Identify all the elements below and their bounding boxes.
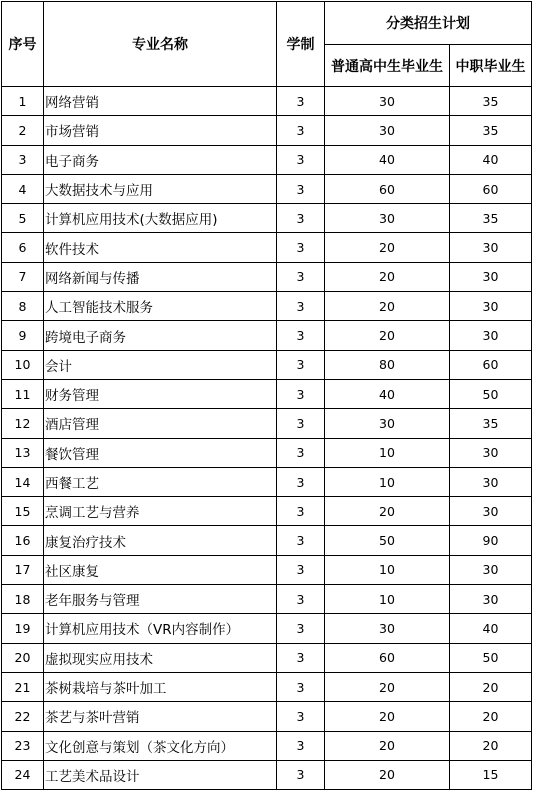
row-index: 5: [2, 204, 44, 233]
table-row: [2, 672, 532, 701]
row-major-name: 软件技术: [44, 233, 277, 262]
row-high-school-quota: 20: [325, 731, 450, 760]
table-body: [2, 87, 532, 790]
row-duration: 3: [277, 409, 325, 438]
table-row: [2, 614, 532, 643]
row-major-name: 人工智能技术服务: [44, 292, 277, 321]
row-duration: 3: [277, 731, 325, 760]
row-index: 14: [2, 467, 44, 496]
row-index: 18: [2, 585, 44, 614]
row-duration: 3: [277, 174, 325, 203]
row-high-school-quota: 60: [325, 643, 450, 672]
header-plan-group: 分类招生计划: [325, 2, 532, 45]
row-high-school-quota: 20: [325, 262, 450, 291]
table-row: [2, 702, 532, 731]
table-row: [2, 438, 532, 467]
row-duration: 3: [277, 262, 325, 291]
row-duration: 3: [277, 116, 325, 145]
row-major-name: 餐饮管理: [44, 438, 277, 467]
row-high-school-quota: 20: [325, 292, 450, 321]
row-high-school-quota: 20: [325, 497, 450, 526]
row-index: 19: [2, 614, 44, 643]
table-row: [2, 350, 532, 379]
row-high-school-quota: 80: [325, 350, 450, 379]
row-high-school-quota: 20: [325, 233, 450, 262]
header-major: 专业名称: [44, 2, 277, 87]
row-index: 17: [2, 555, 44, 584]
row-duration: 3: [277, 614, 325, 643]
table-row: [2, 116, 532, 145]
row-vocational-quota: 90: [450, 526, 532, 555]
table-row: [2, 145, 532, 174]
row-vocational-quota: 30: [450, 585, 532, 614]
row-duration: 3: [277, 204, 325, 233]
row-duration: 3: [277, 292, 325, 321]
row-vocational-quota: 20: [450, 702, 532, 731]
row-high-school-quota: 30: [325, 87, 450, 116]
row-index: 10: [2, 350, 44, 379]
row-vocational-quota: 40: [450, 145, 532, 174]
row-index: 11: [2, 379, 44, 408]
row-vocational-quota: 20: [450, 731, 532, 760]
row-index: 20: [2, 643, 44, 672]
row-index: 1: [2, 87, 44, 116]
row-major-name: 跨境电子商务: [44, 321, 277, 350]
row-vocational-quota: 20: [450, 672, 532, 701]
row-high-school-quota: 20: [325, 321, 450, 350]
table-row: [2, 526, 532, 555]
row-duration: 3: [277, 672, 325, 701]
row-duration: 3: [277, 145, 325, 174]
row-vocational-quota: 40: [450, 614, 532, 643]
row-major-name: 财务管理: [44, 379, 277, 408]
row-major-name: 计算机应用技术(大数据应用): [44, 204, 277, 233]
row-index: 23: [2, 731, 44, 760]
table-row: [2, 204, 532, 233]
table-row: [2, 87, 532, 116]
row-duration: 3: [277, 585, 325, 614]
row-vocational-quota: 30: [450, 467, 532, 496]
table-row: [2, 643, 532, 672]
row-high-school-quota: 10: [325, 438, 450, 467]
row-index: 12: [2, 409, 44, 438]
row-duration: 3: [277, 555, 325, 584]
table-row: [2, 760, 532, 789]
row-major-name: 烹调工艺与营养: [44, 497, 277, 526]
header-index: 序号: [2, 2, 44, 87]
row-index: 24: [2, 760, 44, 789]
table-row: [2, 731, 532, 760]
row-major-name: 会计: [44, 350, 277, 379]
row-major-name: 茶树栽培与茶叶加工: [44, 672, 277, 701]
row-duration: 3: [277, 497, 325, 526]
row-index: 8: [2, 292, 44, 321]
row-duration: 3: [277, 438, 325, 467]
row-high-school-quota: 30: [325, 409, 450, 438]
table-row: [2, 174, 532, 203]
row-major-name: 电子商务: [44, 145, 277, 174]
row-vocational-quota: 30: [450, 262, 532, 291]
row-high-school-quota: 60: [325, 174, 450, 203]
row-major-name: 老年服务与管理: [44, 585, 277, 614]
header-duration: 学制: [277, 2, 325, 87]
table-row: [2, 262, 532, 291]
row-high-school-quota: 40: [325, 379, 450, 408]
row-high-school-quota: 10: [325, 467, 450, 496]
row-index: 15: [2, 497, 44, 526]
row-index: 2: [2, 116, 44, 145]
row-high-school-quota: 30: [325, 614, 450, 643]
row-vocational-quota: 30: [450, 321, 532, 350]
row-major-name: 酒店管理: [44, 409, 277, 438]
row-high-school-quota: 30: [325, 204, 450, 233]
row-high-school-quota: 10: [325, 555, 450, 584]
table-row: [2, 497, 532, 526]
row-major-name: 市场营销: [44, 116, 277, 145]
row-vocational-quota: 50: [450, 379, 532, 408]
table-row: [2, 585, 532, 614]
row-major-name: 茶艺与茶叶营销: [44, 702, 277, 731]
row-index: 22: [2, 702, 44, 731]
row-index: 4: [2, 174, 44, 203]
row-vocational-quota: 30: [450, 292, 532, 321]
row-duration: 3: [277, 526, 325, 555]
row-duration: 3: [277, 760, 325, 789]
row-vocational-quota: 35: [450, 87, 532, 116]
row-duration: 3: [277, 643, 325, 672]
row-high-school-quota: 40: [325, 145, 450, 174]
table-header: [2, 2, 532, 87]
row-major-name: 康复治疗技术: [44, 526, 277, 555]
row-major-name: 计算机应用技术（VR内容制作）: [44, 614, 277, 643]
row-vocational-quota: 30: [450, 497, 532, 526]
row-high-school-quota: 20: [325, 702, 450, 731]
row-major-name: 虚拟现实应用技术: [44, 643, 277, 672]
row-major-name: 网络营销: [44, 87, 277, 116]
row-vocational-quota: 60: [450, 350, 532, 379]
enrollment-plan-table: [1, 1, 532, 790]
row-index: 13: [2, 438, 44, 467]
row-major-name: 西餐工艺: [44, 467, 277, 496]
row-major-name: 社区康复: [44, 555, 277, 584]
header-vocational: 中职毕业生: [450, 45, 532, 87]
row-vocational-quota: 30: [450, 555, 532, 584]
row-major-name: 大数据技术与应用: [44, 174, 277, 203]
row-major-name: 工艺美术品设计: [44, 760, 277, 789]
row-vocational-quota: 30: [450, 233, 532, 262]
row-vocational-quota: 60: [450, 174, 532, 203]
row-duration: 3: [277, 467, 325, 496]
row-index: 3: [2, 145, 44, 174]
row-vocational-quota: 15: [450, 760, 532, 789]
table-row: [2, 292, 532, 321]
row-index: 21: [2, 672, 44, 701]
table-row: [2, 467, 532, 496]
row-high-school-quota: 10: [325, 585, 450, 614]
table-row: [2, 379, 532, 408]
row-index: 6: [2, 233, 44, 262]
row-vocational-quota: 30: [450, 438, 532, 467]
row-major-name: 文化创意与策划（茶文化方向）: [44, 731, 277, 760]
row-duration: 3: [277, 87, 325, 116]
row-index: 7: [2, 262, 44, 291]
row-vocational-quota: 35: [450, 116, 532, 145]
row-index: 16: [2, 526, 44, 555]
row-high-school-quota: 50: [325, 526, 450, 555]
row-high-school-quota: 20: [325, 672, 450, 701]
table-row: [2, 233, 532, 262]
table-row: [2, 409, 532, 438]
header-high-school: 普通高中生毕业生: [325, 45, 450, 87]
row-high-school-quota: 20: [325, 760, 450, 789]
table-row: [2, 321, 532, 350]
row-duration: 3: [277, 379, 325, 408]
row-vocational-quota: 35: [450, 204, 532, 233]
row-duration: 3: [277, 702, 325, 731]
row-duration: 3: [277, 233, 325, 262]
row-vocational-quota: 50: [450, 643, 532, 672]
row-duration: 3: [277, 350, 325, 379]
row-vocational-quota: 35: [450, 409, 532, 438]
table-row: [2, 555, 532, 584]
row-high-school-quota: 30: [325, 116, 450, 145]
row-index: 9: [2, 321, 44, 350]
row-major-name: 网络新闻与传播: [44, 262, 277, 291]
row-duration: 3: [277, 321, 325, 350]
